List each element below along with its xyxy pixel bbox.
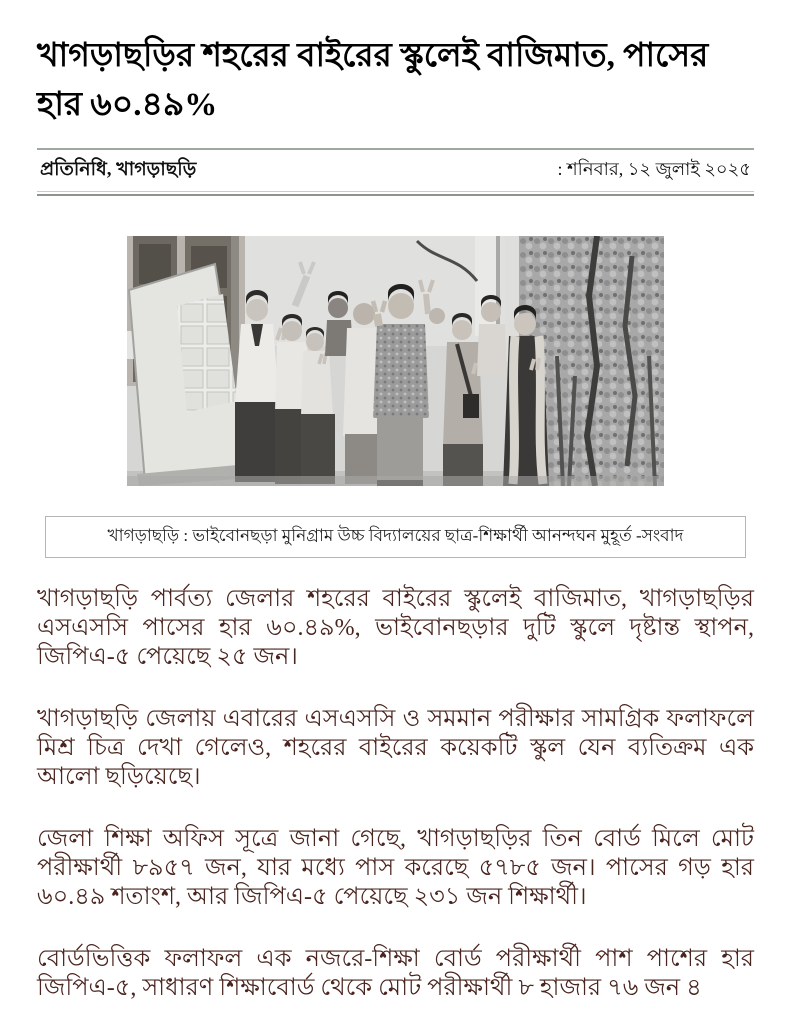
byline-bar — [37, 148, 754, 192]
article-container — [0, 32, 791, 1003]
article-paragraph: জেলা শিক্ষা অফিস সূত্রে জানা গেছে, খাগড়াছড়ির তিন বোর্ড মিলে মোট পরীক্ষার্থী ৮৯৫৭ জন, যার মধ্যে পাস করেছে ৫৭৮৫ জন। পাসের গড় হার ৬০.৪৯ শতাংশ, আর জিপিএ-৫ পেয়েছে ২৩১ জন শিক্ষার্থী। — [37, 825, 754, 910]
article-paragraph: খাগড়াছড়ি জেলায় এবারের এসএসসি ও সমমান পরীক্ষার সামগ্রিক ফলাফলে মিশ্র চিত্র দেখা গেলেও, শহরের বাইরের কয়েকটি স্কুল যেন ব্যতিক্রম এক আলো ছড়িয়েছে। — [37, 705, 754, 790]
photo-caption-text: খাগড়াছড়ি : ভাইবোনছড়া মুনিগ্রাম উচ্চ বিদ্যালয়ের ছাত্র-শিক্ষার্থী আনন্দঘন মুহূর্ত -সংবাদ — [107, 525, 684, 545]
photo-caption-box — [45, 516, 746, 558]
article-paragraph: বোর্ডভিত্তিক ফলাফল এক নজরে-শিক্ষা বোর্ড পরীক্ষার্থী পাশ পাশের হার জিপিএ-৫, সাধারণ শিক্ষাবোর্ড থেকে মোট পরীক্ষার্থী ৮ হাজার ৭৬ জন ৪ — [37, 945, 754, 1001]
article-photo-illustration — [127, 236, 664, 486]
byline-section — [37, 148, 754, 196]
article-paragraph: খাগড়াছড়ি পার্বত্য জেলার শহরের বাইরের স্কুলেই বাজিমাত, খাগড়াছড়ির এসএসসি পাসের হার ৬০.৪৯%, ভাইবোনছড়ার দুটি স্কুলে দৃষ্টান্ত স্থাপন, জিপিএ-৫ পেয়েছে ২৫ জন। — [37, 585, 754, 670]
article-photo — [127, 236, 664, 486]
article-headline: খাগড়াছড়ির শহরের বাইরের স্কুলেই বাজিমাত, পাসের হার ৬০.৪৯% — [37, 38, 709, 123]
article-date: : শনিবার, ১২ জুলাই ২০২৫ — [557, 158, 751, 179]
divider-rule — [37, 194, 754, 196]
byline-reporter: প্রতিনিধি, খাগড়াছড়ি — [40, 158, 197, 180]
article-body — [37, 585, 754, 1003]
